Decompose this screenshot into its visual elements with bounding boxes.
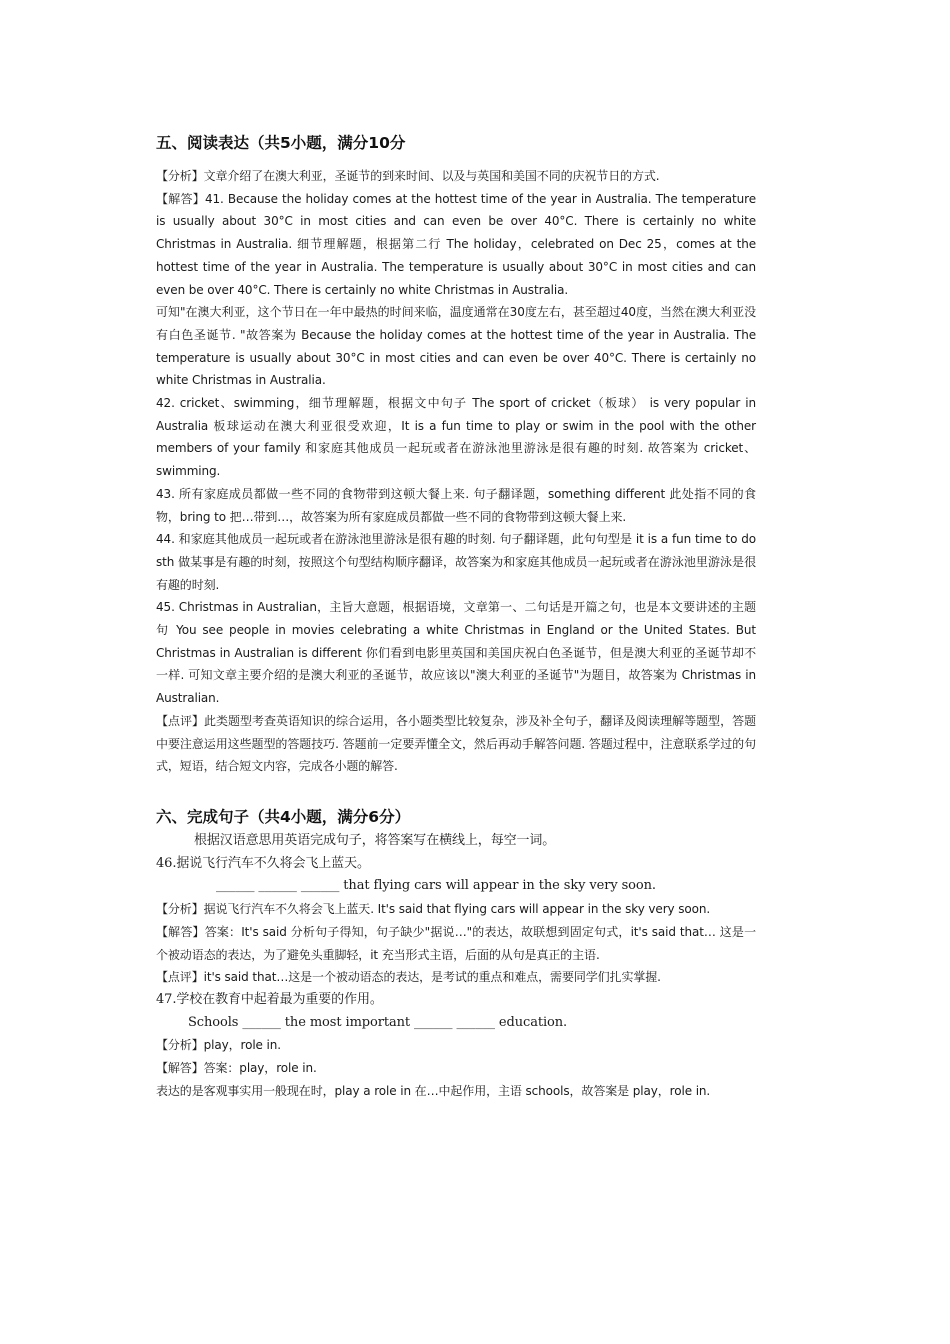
question-47-analysis: 【分析】play，role in. — [156, 1038, 282, 1053]
answer-44: 44. 和家庭其他成员一起玩或者在游泳池里游泳是很有趣的时刻. 句子翻译题，此句句型是 it is a fun time to do sth 做某事是有趣的时刻，按照这个句型结构顺序翻译，故答案为和家庭其他成员一起玩或者在游泳池里游泳是很有趣的时刻. — [156, 532, 756, 592]
question-47-explanation: 表达的是客观事实用一般现在时，play a role in 在…中起作用，主语 schools，故答案是 play，role in. — [156, 1083, 711, 1098]
question-47-blank-line: Schools ______ the most important ______ ______ education. — [188, 1014, 568, 1030]
section6-heading: 六、完成句子（共4小题，满分6分） — [156, 807, 411, 826]
question-46-analysis: 【分析】据说飞行汽车不久将会飞上蓝天. It's said that flying cars will appear in the sky very soon. — [156, 902, 711, 917]
answer-45: 45. Christmas in Australian，主旨大意题，根据语境，文章第一、二句话是开篇之句，也是本文要讲述的主题句 You see people in movies celebrating a white Christmas in England or the United States. But Christmas in Australian is different 你们看到电影里英国和美国庆祝白色圣诞节，但是澳大利亚的圣诞节却不一样. 可知文章主要介绍的是澳大利亚的圣诞节，故应该以"澳大利亚的圣诞节"为题目，故答案为 Christmas in Australian. — [156, 600, 756, 706]
section6-instruction: 根据汉语意思用英语完成句子，将答案写在横线上，每空一词。 — [194, 832, 556, 848]
question-46-comment: 【点评】it's said that…这是一个被动语态的表达，是考试的重点和难点，需要同学们扎实掌握. — [156, 970, 661, 985]
answer-41: 【解答】41. Because the holiday comes at the hottest time of the year in Australia. The temperature is usually about 30°C in most cities and can even be over 40°C. There is certainly no white Christmas in Australia. 细节理解题，根据第二行 The holiday，celebrated on Dec 25，comes at the hottest time of the year in Australia. The temperature is usually about 30°C in most cities and can even be over 40°C. There is certainly no white Christmas in Australia. — [156, 191, 756, 297]
answer-41-explanation: 可知"在澳大利亚，这个节日在一年中最热的时间来临，温度通常在30度左右，甚至超过40度，当然在澳大利亚没有白色圣诞节. "故答案为 Because the holiday comes at the hottest time of the year in Australia. The temperature is usually about 30°C in most cities and can even be over 40°C. There is certainly no white Christmas in Australia. — [156, 305, 756, 388]
section5-comment: 【点评】此类题型考查英语知识的综合运用，各小题类型比较复杂，涉及补全句子，翻译及阅读理解等题型，答题中要注意运用这些题型的答题技巧. 答题前一定要弄懂全文，然后再动手解答问题. 答题过程中，注意联系学过的句式，短语，结合短文内容，完成各小题的解答. — [156, 713, 756, 774]
answer-42: 42. cricket、swimming，细节理解题，根据文中句子 The sport of cricket（板球） is very popular in Australia 板球运动在澳大利亚很受欢迎，It is a fun time to play or swim in the pool with the other members of your family 和家庭其他成员一起玩或者在游泳池里游泳是很有趣的时刻. 故答案为 cricket、swimming. — [156, 396, 756, 479]
question-47-answer: 【解答】答案：play，role in. — [156, 1061, 317, 1076]
question-46-blank-line: ______ ______ ______ that flying cars will appear in the sky very soon. — [216, 878, 656, 894]
question-46-answer: 【解答】答案：It's said 分析句子得知，句子缺少"据说…"的表达，故联想到固定句式，it's said that… 这是一个被动语态的表达，为了避免头重脚轻，it 充当形式主语，后面的从句是真正的主语. — [156, 924, 756, 962]
section5-analysis: 【分析】文章介绍了在澳大利亚，圣诞节的到来时间、以及与英国和美国不同的庆祝节日的方式. — [156, 169, 660, 183]
spacer — [156, 778, 756, 804]
question-47: 47.学校在教育中起着最为重要的作用。 — [156, 991, 383, 1007]
answer-43: 43. 所有家庭成员都做一些不同的食物带到这顿大餐上来. 句子翻译题，something different 此处指不同的食物，bring to 把…带到…，故答案为所有家庭成员都做一些不同的食物带到这顿大餐上来. — [156, 486, 756, 524]
section5-heading: 五、阅读表达（共5小题，满分10分 — [156, 134, 406, 152]
question-46: 46.据说飞行汽车不久将会飞上蓝天。 — [156, 855, 370, 871]
spacer — [156, 156, 756, 165]
document-content — [156, 130, 756, 1102]
